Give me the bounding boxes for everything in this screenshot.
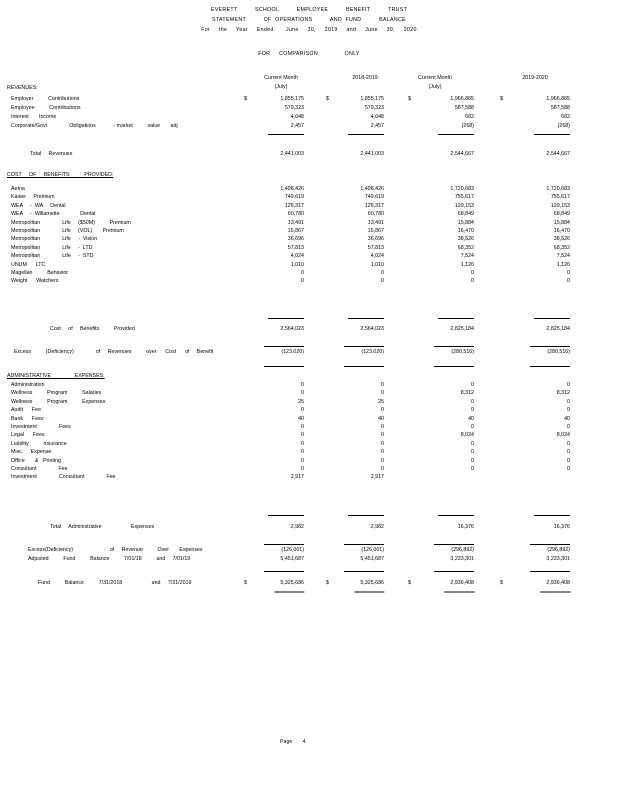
- admin-row-label: Bank Fees: [11, 415, 44, 422]
- admin-row-3-value-col-1: 25: [298, 398, 304, 405]
- revenue-row-3-value-col-1: 4,048: [290, 114, 304, 120]
- admin-row-2-value-col-2: 0: [381, 390, 384, 397]
- cost-row-9-value-col-4: 7,524: [556, 253, 570, 260]
- cost-row-4-value-col-2: 60,780: [367, 211, 384, 218]
- cost-row-5-value-col-4: 15,884: [553, 219, 570, 226]
- cost-subtotal-rule-col-1: [268, 318, 304, 319]
- admin-row-label: Misc. Expense: [11, 449, 52, 456]
- revenue-row-label: Corporate/Govt Obligations - market value adj: [11, 123, 178, 129]
- cost-row-10-value-col-4: 1,126: [556, 261, 570, 268]
- fund-balance-value-col-3: 2,936,408: [450, 580, 474, 586]
- comparison-note: FOR COMPARISON ONLY: [258, 51, 360, 57]
- cost-row-1-value-col-3: 1,720,683: [450, 186, 474, 192]
- admin-row-5-value-col-1: 40: [298, 415, 304, 422]
- admin-row-11-value-col-1: 0: [301, 466, 304, 472]
- cost-row-3-value-col-3: 129,153: [454, 202, 474, 209]
- admin-subtotal-rule-col-2: [348, 515, 384, 516]
- total-revenues-value-col-4: 2,544,667: [546, 151, 570, 157]
- cost-row-9-value-col-2: 4,024: [370, 253, 384, 260]
- cost-of-benefits-total-label: Cost of Benefits Provided: [50, 326, 135, 332]
- admin-row-label: Investment Fees: [11, 424, 71, 430]
- cost-subtotal-rule-col-3: [438, 318, 474, 319]
- cost-row-4-value-col-4: 68,849: [553, 211, 570, 218]
- excess-deficiency-value-col-4: (280,516): [547, 349, 570, 355]
- summary-top-rule-col-4: [530, 544, 570, 545]
- cost-row-8-value-col-3: 68,352: [457, 244, 474, 251]
- cost-row-12-value-col-1: 0: [301, 278, 304, 285]
- excess-deficiency-value-col-1: (123,020): [281, 349, 304, 355]
- admin-subtotal-rule-col-4: [534, 515, 570, 516]
- cost-row-6-value-col-3: 16,470: [457, 228, 474, 234]
- admin-row-3-value-col-2: 25: [378, 398, 384, 405]
- admin-row-label: Wellness Program Salaries: [11, 390, 102, 397]
- cost-row-12-value-col-4: 0: [567, 278, 570, 285]
- cost-row-7-value-col-1: 36,696: [287, 236, 304, 243]
- revenue-row-3-value-col-2: 4,048: [370, 114, 384, 120]
- administrative-expenses-heading: ADMINISTRATIVE EXPENSES:: [7, 373, 105, 379]
- excess-over-expenses-value-col-2: (126,001): [361, 547, 384, 553]
- admin-row-11-value-col-2: 0: [381, 466, 384, 472]
- admin-row-10-value-col-1: 0: [301, 457, 304, 464]
- cost-row-label: UNUM LTC: [11, 261, 46, 268]
- admin-row-10-value-col-3: 0: [471, 457, 474, 464]
- excess-deficiency-value-col-2: (123,020): [361, 349, 384, 355]
- cost-of-benefits-total-value-col-2: 2,564,023: [360, 326, 384, 332]
- admin-row-4-value-col-4: 0: [567, 407, 570, 414]
- admin-row-label: Audit Fee: [11, 407, 42, 414]
- excess-deficiency-label: Excess (Deficiency) of Revenues over Cost of Benefit: [14, 349, 214, 355]
- column-header-current-month-2019: Current Month: [264, 75, 298, 81]
- cost-row-1-value-col-4: 1,720,683: [546, 186, 570, 192]
- admin-row-1-value-col-4: 0: [567, 382, 570, 388]
- admin-row-3-value-col-4: 0: [567, 398, 570, 405]
- admin-row-1-value-col-3: 0: [471, 382, 474, 388]
- fund-balance-value-col-1: 5,325,686: [280, 580, 304, 586]
- column-header-current-month-2020: Current Month: [418, 75, 452, 81]
- admin-row-8-value-col-4: 0: [567, 440, 570, 447]
- revenue-row-1-dollar-col-2: $: [326, 96, 329, 102]
- cost-row-label: Metropolitan Life (VOL) Premium: [11, 228, 124, 234]
- admin-row-5-value-col-3: 40: [468, 415, 474, 422]
- admin-row-label: Administration: [11, 382, 45, 388]
- revenue-row-label: Employee Contributions: [11, 105, 81, 111]
- total-administrative-value-col-4: 16,376: [553, 524, 570, 530]
- revenue-row-1-value-col-3: 1,966,865: [450, 96, 474, 102]
- admin-row-4-value-col-3: 0: [471, 407, 474, 414]
- revenue-row-4-value-col-4: (268): [557, 123, 570, 129]
- statement-title-line-2: STATEMENT OF OPERATIONS AND FUND BALANCE: [212, 17, 406, 23]
- revenue-row-4-value-col-1: 2,457: [290, 123, 304, 129]
- cost-of-benefits-total-value-col-3: 2,825,184: [450, 326, 474, 332]
- admin-row-8-value-col-1: 0: [301, 440, 304, 447]
- admin-row-7-value-col-4: 8,024: [556, 432, 570, 439]
- total-revenues-label: Total Revenues: [30, 151, 73, 157]
- excess-bottom-rule-col-2: [344, 366, 384, 367]
- revenue-row-1-value-col-1: 1,855,175: [280, 96, 304, 102]
- admin-row-7-value-col-3: 8,024: [460, 432, 474, 439]
- fund-balance-dollar-col-1: $: [244, 580, 247, 586]
- cost-row-10-value-col-3: 1,126: [460, 261, 474, 268]
- admin-row-11-value-col-4: 0: [567, 466, 570, 472]
- admin-row-label: Consultant Fee: [11, 466, 68, 472]
- admin-row-11-value-col-3: 0: [471, 466, 474, 472]
- cost-row-2-value-col-4: 755,617: [550, 194, 570, 201]
- fund-balance-double-rule-col-3: ============: [444, 590, 474, 596]
- revenue-row-1-dollar-col-1: $: [244, 96, 247, 102]
- excess-deficiency-value-col-3: (280,516): [451, 349, 474, 355]
- cost-row-3-value-col-4: 129,153: [550, 202, 570, 209]
- cost-row-3-value-col-1: 126,317: [284, 202, 304, 209]
- admin-row-4-value-col-2: 0: [381, 407, 384, 414]
- cost-row-1-value-col-2: 1,498,426: [360, 186, 384, 192]
- total-administrative-value-col-1: 2,982: [290, 524, 304, 530]
- summary-top-rule-col-2: [344, 544, 384, 545]
- cost-row-label: Metropolitan Life ($50M) Premium: [11, 219, 131, 226]
- cost-row-2-value-col-1: 749,619: [284, 194, 304, 201]
- cost-row-7-value-col-2: 36,696: [367, 236, 384, 243]
- adjusted-fund-balance-value-col-3: 3,233,301: [450, 556, 474, 562]
- cost-row-1-value-col-1: 1,498,426: [280, 186, 304, 192]
- adjusted-fund-balance-value-col-1: 5,451,687: [280, 556, 304, 562]
- total-revenues-value-col-1: 2,441,003: [280, 151, 304, 157]
- admin-row-9-value-col-3: 0: [471, 449, 474, 456]
- revenue-row-label: Interest Income: [11, 114, 57, 120]
- revenue-row-3-value-col-3: 682: [465, 114, 474, 120]
- excess-top-rule-col-4: [530, 346, 570, 347]
- revenue-row-3-value-col-4: 682: [561, 114, 570, 120]
- revenue-row-1-dollar-col-4: $: [500, 96, 503, 102]
- adjusted-fund-balance-value-col-4: 3,233,301: [546, 556, 570, 562]
- excess-over-expenses-label: Excess(Deficiency) of Revenue Over Expenses: [28, 547, 203, 553]
- excess-bottom-rule-col-3: [434, 366, 474, 367]
- cost-row-5-value-col-2: 13,491: [367, 219, 384, 226]
- cost-row-5-value-col-3: 15,884: [457, 219, 474, 226]
- admin-row-label: Investment Consultant Fee: [11, 474, 116, 481]
- column-header-2018-2019: 2018-2019: [352, 75, 378, 81]
- fund-balance-double-rule-col-1: ============: [274, 590, 304, 596]
- cost-row-label: Weight Watchers: [11, 278, 59, 285]
- admin-row-6-value-col-2: 0: [381, 424, 384, 430]
- cost-row-11-value-col-2: 0: [381, 270, 384, 276]
- revenues-subtotal-rule-col-3: [438, 134, 474, 135]
- admin-row-label: Office & Printing: [11, 457, 61, 464]
- admin-row-5-value-col-4: 40: [564, 415, 570, 422]
- admin-row-1-value-col-2: 0: [381, 382, 384, 388]
- revenue-row-2-value-col-2: 579,323: [364, 105, 384, 111]
- cost-row-11-value-col-4: 0: [567, 270, 570, 276]
- column-subheader-july-2020: (July): [428, 84, 442, 90]
- statement-title-line-1: EVERETT SCHOOL EMPLOYEE BENEFIT TRUST: [210, 7, 408, 13]
- admin-row-label: Liability Insurance: [11, 440, 67, 447]
- adjusted-fund-balance-value-col-2: 5,451,687: [360, 556, 384, 562]
- fund-balance-value-col-4: 2,936,408: [546, 580, 570, 586]
- summary-mid-rule-col-4: [530, 571, 570, 572]
- cost-row-9-value-col-3: 7,524: [460, 253, 474, 260]
- admin-row-12-value-col-2: 2,917: [370, 474, 384, 481]
- cost-row-8-value-col-2: 57,813: [367, 244, 384, 251]
- cost-row-6-value-col-2: 15,867: [367, 228, 384, 234]
- admin-row-4-value-col-1: 0: [301, 407, 304, 414]
- cost-row-label: WEA - WA Dental: [11, 202, 66, 209]
- summary-top-rule-col-3: [434, 544, 474, 545]
- admin-subtotal-rule-col-1: [268, 515, 304, 516]
- revenue-row-label: Employer Contributions: [11, 96, 80, 102]
- cost-row-label: Metropolitan Life - STD: [11, 253, 94, 260]
- revenues-subtotal-rule-col-4: [534, 134, 570, 135]
- excess-bottom-rule-col-1: [264, 366, 304, 367]
- cost-row-11-value-col-1: 0: [301, 270, 304, 276]
- total-administrative-value-col-2: 2,982: [370, 524, 384, 530]
- admin-subtotal-rule-col-3: [438, 515, 474, 516]
- cost-row-11-value-col-3: 0: [471, 270, 474, 276]
- revenues-heading: REVENUES:: [7, 85, 38, 91]
- revenues-subtotal-rule-col-2: [348, 134, 384, 135]
- admin-row-7-value-col-2: 0: [381, 432, 384, 439]
- admin-row-6-value-col-4: 0: [567, 424, 570, 430]
- admin-row-9-value-col-4: 0: [567, 449, 570, 456]
- cost-row-3-value-col-2: 126,317: [364, 202, 384, 209]
- cost-row-7-value-col-3: 38,526: [457, 236, 474, 243]
- excess-over-expenses-value-col-4: (296,892): [547, 547, 570, 553]
- admin-row-2-value-col-3: 8,312: [460, 390, 474, 397]
- adjusted-fund-balance-label: Adjusted Fund Balance 7/01/18 and 7/01/19: [28, 556, 191, 562]
- admin-row-10-value-col-4: 0: [567, 457, 570, 464]
- cost-row-label: Magellan Behavior: [11, 270, 69, 276]
- admin-row-9-value-col-1: 0: [301, 449, 304, 456]
- cost-row-10-value-col-1: 1,010: [290, 261, 304, 268]
- cost-row-label: Metropolitan Life - LTD: [11, 244, 93, 251]
- admin-row-10-value-col-2: 0: [381, 457, 384, 464]
- revenue-row-4-value-col-2: 2,457: [370, 123, 384, 129]
- excess-bottom-rule-col-4: [530, 366, 570, 367]
- column-header-2019-2020: 2019-2020: [522, 75, 548, 81]
- admin-row-1-value-col-1: 0: [301, 382, 304, 388]
- admin-row-label: Legal Fees: [11, 432, 45, 439]
- excess-top-rule-col-3: [434, 346, 474, 347]
- cost-row-12-value-col-2: 0: [381, 278, 384, 285]
- admin-row-label: Wellness Program Expenses: [11, 398, 106, 405]
- admin-row-5-value-col-2: 40: [378, 415, 384, 422]
- cost-row-label: WEA - Willamette Dental: [11, 211, 96, 218]
- cost-row-5-value-col-1: 13,491: [287, 219, 304, 226]
- revenue-row-1-dollar-col-3: $: [408, 96, 411, 102]
- fund-balance-double-rule-col-4: ============: [540, 590, 570, 596]
- fund-balance-double-rule-col-2: ============: [354, 590, 384, 596]
- cost-row-2-value-col-2: 749,619: [364, 194, 384, 201]
- fund-balance-dollar-col-3: $: [408, 580, 411, 586]
- column-subheader-july-2019: (July): [274, 84, 288, 90]
- revenue-row-2-value-col-1: 579,323: [284, 105, 304, 111]
- excess-top-rule-col-1: [264, 346, 304, 347]
- admin-row-2-value-col-4: 8,312: [556, 390, 570, 397]
- revenues-subtotal-rule-col-1: [268, 134, 304, 135]
- cost-row-12-value-col-3: 0: [471, 278, 474, 285]
- summary-mid-rule-col-2: [344, 571, 384, 572]
- cost-row-8-value-col-4: 68,352: [553, 244, 570, 251]
- admin-row-7-value-col-1: 0: [301, 432, 304, 439]
- admin-row-6-value-col-3: 0: [471, 424, 474, 430]
- statement-title-line-3: For the Year Ended June 30, 2019 and June 30, 2020: [201, 27, 417, 33]
- page-number: Page 4: [280, 739, 306, 745]
- admin-row-6-value-col-1: 0: [301, 424, 304, 430]
- revenue-row-4-value-col-3: (268): [461, 123, 474, 129]
- excess-over-expenses-value-col-3: (296,892): [451, 547, 474, 553]
- total-revenues-value-col-3: 2,544,667: [450, 151, 474, 157]
- excess-over-expenses-value-col-1: (126,001): [281, 547, 304, 553]
- cost-row-6-value-col-4: 16,470: [553, 228, 570, 234]
- cost-row-7-value-col-4: 38,526: [553, 236, 570, 243]
- admin-row-2-value-col-1: 0: [301, 390, 304, 397]
- cost-row-label: Metropolitan Life - Vision: [11, 236, 98, 243]
- cost-row-10-value-col-2: 1,010: [370, 261, 384, 268]
- cost-row-9-value-col-1: 4,024: [290, 253, 304, 260]
- admin-row-12-value-col-1: 2,917: [290, 474, 304, 481]
- cost-row-4-value-col-1: 60,780: [287, 211, 304, 218]
- cost-row-4-value-col-3: 68,849: [457, 211, 474, 218]
- cost-subtotal-rule-col-4: [534, 318, 570, 319]
- fund-balance-value-col-2: 5,325,686: [360, 580, 384, 586]
- summary-mid-rule-col-3: [434, 571, 474, 572]
- admin-row-3-value-col-3: 0: [471, 398, 474, 405]
- revenue-row-1-value-col-2: 1,855,175: [360, 96, 384, 102]
- cost-of-benefits-total-value-col-1: 2,564,023: [280, 326, 304, 332]
- revenue-row-2-value-col-3: 587,588: [454, 105, 474, 111]
- excess-top-rule-col-2: [344, 346, 384, 347]
- admin-row-8-value-col-2: 0: [381, 440, 384, 447]
- fund-balance-dollar-col-2: $: [326, 580, 329, 586]
- admin-row-8-value-col-3: 0: [471, 440, 474, 447]
- revenue-row-1-value-col-4: 1,966,865: [546, 96, 570, 102]
- fund-balance-dollar-col-4: $: [500, 580, 503, 586]
- cost-row-label: Aetna: [11, 186, 25, 192]
- cost-row-label: Kaiser Premium: [11, 194, 55, 201]
- admin-row-9-value-col-2: 0: [381, 449, 384, 456]
- total-revenues-value-col-2: 2,441,003: [360, 151, 384, 157]
- total-administrative-value-col-3: 16,376: [457, 524, 474, 530]
- cost-row-6-value-col-1: 15,867: [287, 228, 304, 234]
- cost-subtotal-rule-col-2: [348, 318, 384, 319]
- total-administrative-label: Total Administrative Expenses: [50, 524, 155, 530]
- fund-balance-label: Fund Balance 7/31/2018 and 7/31/2019: [38, 580, 192, 586]
- summary-mid-rule-col-1: [264, 571, 304, 572]
- cost-of-benefits-total-value-col-4: 2,825,184: [546, 326, 570, 332]
- cost-row-2-value-col-3: 755,617: [454, 194, 474, 201]
- summary-top-rule-col-1: [264, 544, 304, 545]
- cost-of-benefits-heading: COST OF BENEFITS PROVIDED:: [7, 172, 114, 178]
- cost-row-8-value-col-1: 57,813: [287, 244, 304, 251]
- revenue-row-2-value-col-4: 587,588: [550, 105, 570, 111]
